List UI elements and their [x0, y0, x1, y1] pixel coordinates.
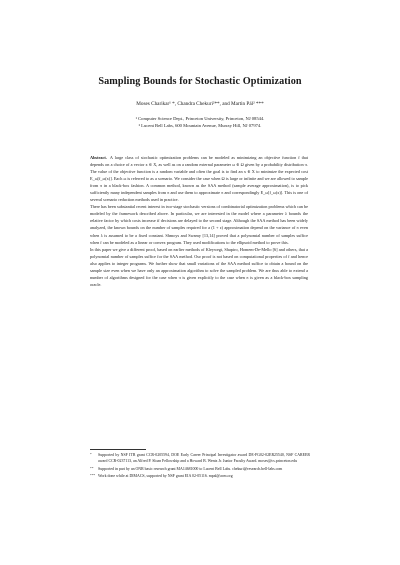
footnote-text: Supported in part by an ONR basic research grant MA14681000 to Lucent Bell Labs. chekuri@research.bell-labs.com [98, 466, 283, 471]
abstract-paragraph-2: There has been substantial recent interest in two-stage stochastic versions of combinatorial optimization problems which can be modeled by the framework described above. In particular, we are interested in the model where a parameter λ bounds the relative factor by which costs increase if decisions are delayed to the second stage. Although the SAA method has been widely analyzed, the known bounds on the number of samples required for a (1 + ε) approximation depend on the variance of π even when λ is assumed to be a fixed constant. Shmoys and Swamy [13,14] proved that a polynomial number of samples suffice when f can be modeled as a linear or convex program. They used modifications to the ellipsoid method to prove this. [90, 204, 308, 245]
footnote-mark: * [90, 452, 92, 456]
abstract-paragraph-3: In this paper we give a different proof, based on earlier methods of Kleywegt, Shapiro, Homem-De-Mello [6] and others, that a polynomial number of samples suffice for the SAA method. Our proof is not based on computational properties of f and hence also applies to integer programs. We further show that small variations of the SAA method suffice to obtain a bound on the sample size even when we have only an approximation algorithm to solve the sampled problem. We are thus able to extend a number of algorithms designed for the case when π is given explicitly to the case when π is given as a black-box sampling oracle. [90, 246, 308, 287]
footnote-text: Work done while at DIMACS, supported by NSF grant EIA 02-05116. mpal@acm.org [98, 473, 233, 478]
footnote-mark: *** [90, 472, 96, 477]
affiliation-2: ² Lucent Bell Labs, 600 Mountain Avenue, Murray Hill, NJ 07974. [138, 123, 262, 128]
paper-title: Sampling Bounds for Stochastic Optimization [98, 76, 302, 87]
abstract-text-1: A large class of stochastic optimization problems can be modeled as minimizing an objective function f that depends on a choice of a vector x ∈ X, as well as on a random external parameter ω ∈ Ω given by a probability distribution π. The value of the objective function is a random variable and often the goal is to find an x ∈ X to minimize the expected cost E_ω[f_ω(x)]. Each ω is referred to as a scenario. We consider the case when Ω is large or infinite and we are allowed to sample from π in a black-box fashion. A common method, known as the SAA method (sample average approximation), is to pick sufficiently many independent samples from π and use them to approximate π and correspondingly E_ω[f_ω(x)]. This is one of several scenario reduction methods used in practice. [90, 155, 308, 203]
footnote-3 [90, 473, 310, 479]
footnotes [90, 452, 310, 480]
affiliation-1: ¹ Computer Science Dept., Princeton University, Princeton, NJ 08544. [135, 116, 265, 121]
abstract-heading: Abstract. [90, 155, 107, 160]
abstract [90, 154, 308, 288]
author-list: Moses Charikar¹ *, Chandra Chekuri²**, and Martin Pál² *** [136, 101, 264, 107]
footnote-mark: ** [90, 465, 94, 470]
footnote-divider [90, 449, 146, 450]
abstract-paragraph-1 [90, 154, 308, 203]
footnote-text: Supported by NSF ITR grant CCR-0205594, DOE Early Career Principal Investigator award DE-FG02-02ER25540, NSF CAREER award CCR-0237113, an Alfred P. Sloan Fellowship and a Howard B. Wentz Jr. Junior Faculty Award. moses@cs.princeton.edu [98, 453, 310, 464]
footnote-2 [90, 466, 310, 472]
footnote-1 [90, 452, 310, 465]
